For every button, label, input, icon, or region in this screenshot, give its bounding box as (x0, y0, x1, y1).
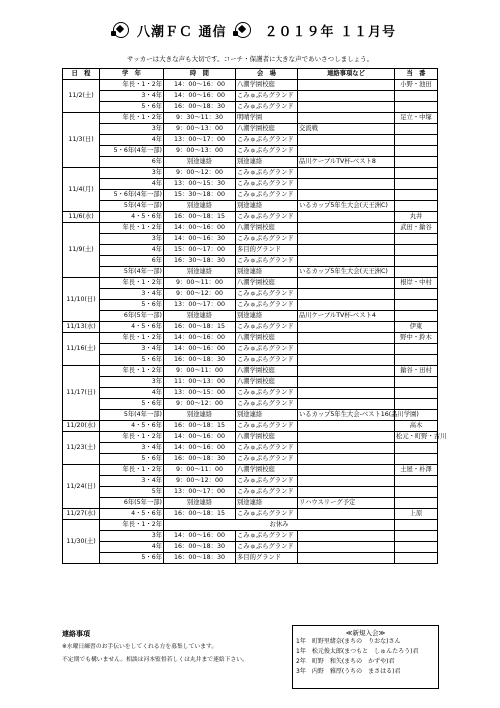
schedule-row (63, 399, 438, 410)
schedule-note (298, 476, 395, 487)
schedule-time: 16：00～18：30 (164, 553, 236, 564)
schedule-venue: 別途連絡 (236, 157, 298, 168)
schedule-note (298, 146, 395, 157)
schedule-note (298, 322, 395, 333)
schedule-time: 別途連絡 (164, 410, 236, 421)
schedule-venue: こみゅぷらグランド (236, 476, 298, 487)
schedule-row (63, 146, 438, 157)
schedule-venue: 別途連絡 (236, 498, 298, 509)
schedule-duty-empty (395, 91, 438, 102)
schedule-duty: 鎗谷・田村 (395, 366, 438, 377)
schedule-table (62, 68, 447, 564)
schedule-venue: こみゅぷらグランド (236, 234, 298, 245)
schedule-header-row (63, 69, 438, 80)
schedule-note (298, 509, 395, 520)
schedule-note (298, 443, 395, 454)
schedule-time: 14：00～16：00 (164, 80, 236, 91)
schedule-time: 別途連絡 (164, 311, 236, 322)
new-member-line: 3年 内野 雅厚(うちの まさはる)君 (296, 668, 401, 675)
schedule-note (298, 179, 395, 190)
schedule-duty-empty (395, 531, 438, 542)
schedule-row (63, 476, 438, 487)
new-members-title: ≪新規入会≫ (345, 629, 386, 637)
schedule-venue: 多目的グランド (236, 245, 298, 256)
schedule-venue: 八潮学園校庭 (236, 223, 298, 234)
schedule-time: 9：00～11：00 (164, 278, 236, 289)
schedule-venue: こみゅぷらグランド (236, 542, 298, 553)
schedule-note (298, 190, 395, 201)
schedule-row (63, 333, 438, 344)
col-grade: 学 年 (100, 69, 164, 80)
schedule-time: 16：30～18：30 (164, 256, 236, 267)
schedule-note (298, 278, 395, 289)
schedule-time: 別途連絡 (164, 267, 236, 278)
schedule-grade: 5年(4年一部) (100, 410, 164, 421)
schedule-grade: 3・4年 (100, 289, 164, 300)
schedule-venue: こみゅぷらグランド (236, 168, 298, 179)
schedule-time: 16：00～18：30 (164, 542, 236, 553)
schedule-row (63, 432, 438, 443)
schedule-time: 9：00～11：00 (164, 465, 236, 476)
schedule-note (298, 465, 395, 476)
schedule-time: 16：00～18：15 (164, 421, 236, 432)
schedule-grade: 5・6年 (100, 300, 164, 311)
schedule-grade: 5・6年 (100, 355, 164, 366)
schedule-duty-empty (395, 454, 438, 465)
schedule-time: 13：00～15：00 (164, 388, 236, 399)
schedule-row (63, 113, 438, 124)
schedule-row (63, 322, 438, 333)
schedule-time: 別途連絡 (164, 498, 236, 509)
schedule-venue: こみゅぷらグランド (236, 399, 298, 410)
schedule-venue: 八潮学園校庭 (236, 432, 298, 443)
schedule-venue: こみゅぷらグランド (236, 322, 298, 333)
col-venue: 会 場 (236, 69, 298, 80)
schedule-time: 9：00～13：00 (164, 146, 236, 157)
schedule-time: 15：30～18：00 (164, 190, 236, 201)
schedule-grade: 年長・1・2年 (100, 223, 164, 234)
schedule-venue: こみゅぷらグランド (236, 344, 298, 355)
schedule-venue: こみゅぷらグランド (236, 509, 298, 520)
schedule-grade: 6年(5年一部) (100, 311, 164, 322)
schedule-grade: 6年 (100, 157, 164, 168)
schedule-duty-empty (395, 256, 438, 267)
schedule-note (298, 289, 395, 300)
schedule-time: 15：00～17：00 (164, 245, 236, 256)
schedule-date: 11/4(月) (63, 168, 100, 212)
schedule-duty-empty (395, 377, 438, 388)
schedule-time: 9：00～12：00 (164, 399, 236, 410)
schedule-time: 9：00～12：00 (164, 476, 236, 487)
schedule-venue: こみゅぷらグランド (236, 190, 298, 201)
schedule-row (63, 344, 438, 355)
schedule-grade: 5・6年 (100, 553, 164, 564)
schedule-grade: 年長・1・2年 (100, 366, 164, 377)
schedule-row (63, 410, 438, 421)
schedule-duty-empty (395, 344, 438, 355)
schedule-row (63, 201, 438, 212)
schedule-grade: 4年 (100, 388, 164, 399)
schedule-note (298, 542, 395, 553)
schedule-time: 9：00～12：00 (164, 168, 236, 179)
schedule-grade: 4・5・6年 (100, 212, 164, 223)
schedule-venue: こみゅぷらグランド (236, 443, 298, 454)
schedule-grade: 5・6年 (100, 399, 164, 410)
schedule-venue: 八潮学園校庭 (236, 278, 298, 289)
col-time: 時 間 (164, 69, 236, 80)
schedule-time: 14：00～16：00 (164, 91, 236, 102)
schedule-row (63, 179, 438, 190)
schedule-date: 11/16(土) (63, 333, 100, 366)
schedule-time: 16：00～18：30 (164, 355, 236, 366)
schedule-row (63, 267, 438, 278)
schedule-time: 14：00～16：00 (164, 443, 236, 454)
schedule-time: 13：00～15：30 (164, 179, 236, 190)
schedule-note (298, 135, 395, 146)
schedule-grade: 3・4年 (100, 91, 164, 102)
schedule-note (298, 102, 395, 113)
schedule-grade: 年長・1・2年 (100, 113, 164, 124)
schedule-duty-empty (395, 311, 438, 322)
schedule-body (63, 80, 447, 564)
schedule-duty: 足立・中塚 (395, 113, 438, 124)
schedule-grade: 4年 (100, 179, 164, 190)
schedule-date: 11/9(土) (63, 223, 100, 278)
schedule-date: 11/20(水) (63, 421, 100, 432)
schedule-duty-empty (395, 487, 438, 498)
schedule-grade: 年長・1・2年 (100, 278, 164, 289)
schedule-time: 14：00～16：30 (164, 234, 236, 245)
schedule-grade: 年長・1・2年 (100, 520, 164, 531)
schedule-duty: 高木 (395, 421, 438, 432)
schedule-grade: 4年 (100, 245, 164, 256)
schedule-row (63, 454, 438, 465)
schedule-time: 16：00～18：30 (164, 102, 236, 113)
schedule-grade: 3年 (100, 531, 164, 542)
schedule-venue: 八潮学園校庭 (236, 465, 298, 476)
schedule-time: 14：00～16：00 (164, 531, 236, 542)
schedule-duty-empty (395, 179, 438, 190)
schedule-duty: 土屋・朴澤 (395, 465, 438, 476)
schedule-date: 11/3(日) (63, 113, 100, 168)
schedule-duty-empty (395, 135, 438, 146)
schedule-note (298, 454, 395, 465)
schedule-duty-empty (395, 553, 438, 564)
schedule-duty-empty (395, 443, 438, 454)
schedule-venue: こみゅぷらグランド (236, 388, 298, 399)
schedule-note (298, 421, 395, 432)
schedule-row (63, 377, 438, 388)
schedule-row (63, 465, 438, 476)
schedule-row (63, 542, 438, 553)
issue-date: ２０１９年 １１月号 (264, 24, 397, 40)
schedule-duty-empty (395, 102, 438, 113)
schedule-venue: 別途連絡 (236, 410, 298, 421)
schedule-time: 16：00～18：15 (164, 509, 236, 520)
schedule-grade: 5・6年 (100, 454, 164, 465)
schedule-row (63, 311, 438, 322)
schedule-venue: 八潮学園校庭 (236, 124, 298, 135)
schedule-row (63, 135, 438, 146)
schedule-duty: 松元・町野・古川 (395, 432, 438, 443)
schedule-time: 16：00～18：15 (164, 322, 236, 333)
notes-title: 連絡事項 (62, 630, 90, 638)
schedule-duty: 上原 (395, 509, 438, 520)
schedule-venue: 八潮学園校庭 (236, 80, 298, 91)
schedule-duty-empty (395, 355, 438, 366)
schedule-venue: こみゅぷらグランド (236, 487, 298, 498)
schedule-row (63, 498, 438, 509)
schedule-venue: こみゅぷらグランド (236, 531, 298, 542)
schedule-venue: こみゅぷらグランド (236, 91, 298, 102)
schedule-row (63, 124, 438, 135)
note-line: 不定期でも構いません。相談は河本監督若しくは丸井まで連絡下さい。 (62, 657, 248, 663)
col-note: 連絡事項など (298, 69, 395, 80)
schedule-note (298, 113, 395, 124)
schedule-note (298, 366, 395, 377)
schedule-row (63, 366, 438, 377)
schedule-grade: 3・4年 (100, 476, 164, 487)
schedule-date: 11/17(日) (63, 366, 100, 421)
schedule-row (63, 223, 438, 234)
newsletter-title: 八潮ＦＣ 通信 (136, 24, 227, 40)
schedule-duty-empty (395, 388, 438, 399)
schedule-venue: 別途連絡 (236, 201, 298, 212)
schedule-duty: 根岸・中村 (395, 278, 438, 289)
schedule-note (298, 355, 395, 366)
schedule-duty-empty (395, 289, 438, 300)
schedule-grade: 年長・1・2年 (100, 80, 164, 91)
soccer-ball-icon (113, 22, 129, 38)
schedule-duty: 伊東 (395, 322, 438, 333)
schedule-time: 16：00～18：15 (164, 212, 236, 223)
greeting-notice: サッカーは大きな声も大切です。コーチ・保護者に大きな声であいさつしましょう。 (126, 55, 374, 63)
schedule-duty-empty (395, 190, 438, 201)
schedule-row (63, 80, 438, 91)
schedule-date: 11/24(日) (63, 465, 100, 509)
schedule-note: いるカップ5年生大会-ベスト16(品川学園) (298, 410, 395, 421)
schedule-time: 14：00～16：00 (164, 333, 236, 344)
schedule-date: 11/2(土) (63, 80, 100, 113)
schedule-time: 別途連絡 (164, 201, 236, 212)
schedule-grade: 3・4年 (100, 443, 164, 454)
schedule-venue: 明晴学園 (236, 113, 298, 124)
schedule-note (298, 234, 395, 245)
schedule-time: 9：00～13：00 (164, 124, 236, 135)
schedule-venue: こみゅぷらグランド (236, 102, 298, 113)
schedule-note (298, 531, 395, 542)
schedule-time: 別途連絡 (164, 157, 236, 168)
schedule-grade: 5年(4年一部) (100, 267, 164, 278)
schedule-note (298, 245, 395, 256)
schedule-row (63, 443, 438, 454)
schedule-note: いるカップ5年生大会(天王洲C) (298, 201, 395, 212)
schedule-note (298, 212, 395, 223)
schedule-date: 11/6(水) (63, 212, 100, 223)
schedule-duty: 武田・鎗谷 (395, 223, 438, 234)
schedule-grade: 4・5・6年 (100, 322, 164, 333)
schedule-time: 14：00～16：00 (164, 223, 236, 234)
schedule-note (298, 80, 395, 91)
schedule-row (63, 355, 438, 366)
schedule-time: 11：00～13：00 (164, 377, 236, 388)
new-member-line: 2年 町野 和矢(まちの かずや)君 (296, 658, 395, 665)
schedule-date: 11/27(水) (63, 509, 100, 520)
schedule-grade: 3年 (100, 124, 164, 135)
schedule-grade: 年長・1・2年 (100, 333, 164, 344)
schedule-note (298, 344, 395, 355)
schedule-time: 14：00～16：00 (164, 344, 236, 355)
new-members-box (292, 625, 439, 689)
schedule-duty-empty (395, 146, 438, 157)
schedule-duty-empty (395, 157, 438, 168)
schedule-grade: 3年 (100, 168, 164, 179)
schedule-row (63, 212, 438, 223)
schedule-row (63, 91, 438, 102)
schedule-venue: こみゅぷらグランド (236, 179, 298, 190)
schedule-grade: 6年(5年一部) (100, 498, 164, 509)
schedule-venue: 多目的グランド (236, 553, 298, 564)
schedule-grade: 3年 (100, 234, 164, 245)
schedule-venue: こみゅぷらグランド (236, 300, 298, 311)
schedule-note (298, 377, 395, 388)
schedule-time: 13：00～17：00 (164, 135, 236, 146)
schedule-grade: 5・6年(4年一部) (100, 146, 164, 157)
schedule-note (298, 487, 395, 498)
schedule-duty: 丸井 (395, 212, 438, 223)
schedule-note: 品川ケーブルTV杯-ベスト4 (298, 311, 395, 322)
schedule-duty: 野中・鈴木 (395, 333, 438, 344)
schedule-note (298, 256, 395, 267)
schedule-row (63, 520, 438, 531)
schedule-note (298, 300, 395, 311)
schedule-row (63, 388, 438, 399)
schedule-venue: 別途連絡 (236, 267, 298, 278)
schedule-grade: 4・5・6年 (100, 509, 164, 520)
schedule-time: 13：00～17：00 (164, 300, 236, 311)
schedule-time: 14：00～16：00 (164, 432, 236, 443)
schedule-grade: 5・6年(4年一部) (100, 190, 164, 201)
schedule-row (63, 245, 438, 256)
schedule-row (63, 278, 438, 289)
schedule-note (298, 91, 395, 102)
schedule-row (63, 256, 438, 267)
schedule-note (298, 223, 395, 234)
schedule-grade: 5年(4年一部) (100, 201, 164, 212)
schedule-venue: こみゅぷらグランド (236, 355, 298, 366)
schedule-row (63, 234, 438, 245)
schedule-grade: 4年 (100, 135, 164, 146)
schedule-duty-empty (395, 542, 438, 553)
schedule-note: 品川ケーブルTV杯-ベスト8 (298, 157, 395, 168)
schedule-venue: こみゅぷらグランド (236, 212, 298, 223)
newsletter-header (88, 13, 413, 47)
schedule-venue: こみゅぷらグランド (236, 135, 298, 146)
new-member-line: 1年 町野里緒奈(まちの りおな)さん (296, 638, 401, 645)
new-member-line: 1年 松元俊太郎(まつもと しゅんたろう)君 (296, 648, 419, 655)
schedule-row (63, 421, 438, 432)
schedule-row (63, 509, 438, 520)
soccer-ball-icon (235, 22, 251, 38)
schedule-time: お休み (164, 520, 395, 531)
schedule-note (298, 399, 395, 410)
schedule-note (298, 432, 395, 443)
schedule-row (63, 553, 438, 564)
schedule-time: 9：30～11：30 (164, 113, 236, 124)
schedule-grade: 3・4年 (100, 344, 164, 355)
schedule-venue: こみゅぷらグランド (236, 146, 298, 157)
schedule-grade: 3年 (100, 377, 164, 388)
schedule-venue: こみゅぷらグランド (236, 289, 298, 300)
schedule-duty-empty (395, 300, 438, 311)
schedule-duty-empty (395, 399, 438, 410)
schedule-venue: こみゅぷらグランド (236, 454, 298, 465)
schedule-duty-empty (395, 498, 438, 509)
schedule-row (63, 300, 438, 311)
schedule-grade: 4年 (100, 542, 164, 553)
schedule-venue: こみゅぷらグランド (236, 256, 298, 267)
schedule-time: 13：00～17：00 (164, 487, 236, 498)
schedule-duty-empty (395, 201, 438, 212)
schedule-grade: 4・5・6年 (100, 421, 164, 432)
schedule-time: 9：00～12：00 (164, 289, 236, 300)
note-line: ※水曜日練習のお手伝いをしてくれる方を募集しています。 (62, 644, 218, 650)
schedule-duty-empty (395, 476, 438, 487)
schedule-row (63, 102, 438, 113)
schedule-note: リハウスリーグ予定 (298, 498, 395, 509)
schedule-duty-empty (395, 124, 438, 135)
schedule-date: 11/30(土) (63, 520, 100, 564)
schedule-duty-empty (395, 245, 438, 256)
schedule-time: 9：00～11：00 (164, 366, 236, 377)
schedule-venue: こみゅぷらグランド (236, 421, 298, 432)
schedule-date: 11/13(水) (63, 322, 100, 333)
schedule-duty-empty (395, 267, 438, 278)
col-duty: 当 番 (395, 69, 438, 80)
schedule-duty (395, 520, 438, 531)
schedule-venue: 別途連絡 (236, 311, 298, 322)
schedule-venue: 八潮学園校庭 (236, 366, 298, 377)
schedule-note (298, 333, 395, 344)
schedule-date: 11/23(土) (63, 432, 100, 465)
schedule-venue: 八潮学園校庭 (236, 333, 298, 344)
schedule-date: 11/10(日) (63, 278, 100, 322)
schedule-note (298, 388, 395, 399)
schedule-note: 交流戦 (298, 124, 395, 135)
schedule-duty: 小野・池田 (395, 80, 438, 91)
schedule-grade: 6年 (100, 256, 164, 267)
schedule-row (63, 289, 438, 300)
schedule-note (298, 168, 395, 179)
schedule-row (63, 168, 438, 179)
schedule-row (63, 190, 438, 201)
schedule-grade: 年長・1・2年 (100, 432, 164, 443)
schedule-row (63, 157, 438, 168)
schedule-note (298, 553, 395, 564)
schedule-grade: 5年 (100, 487, 164, 498)
schedule-grade: 5・6年 (100, 102, 164, 113)
schedule-duty (395, 168, 438, 179)
schedule-grade: 年長・1・2年 (100, 465, 164, 476)
schedule-row (63, 487, 438, 498)
schedule-venue: 八潮学園校庭 (236, 377, 298, 388)
schedule-time: 16：00～18：30 (164, 454, 236, 465)
schedule-note: いるカップ5年生大会(天王洲C) (298, 267, 395, 278)
col-date: 日 程 (63, 69, 100, 80)
schedule-duty-empty (395, 234, 438, 245)
schedule-row (63, 531, 438, 542)
